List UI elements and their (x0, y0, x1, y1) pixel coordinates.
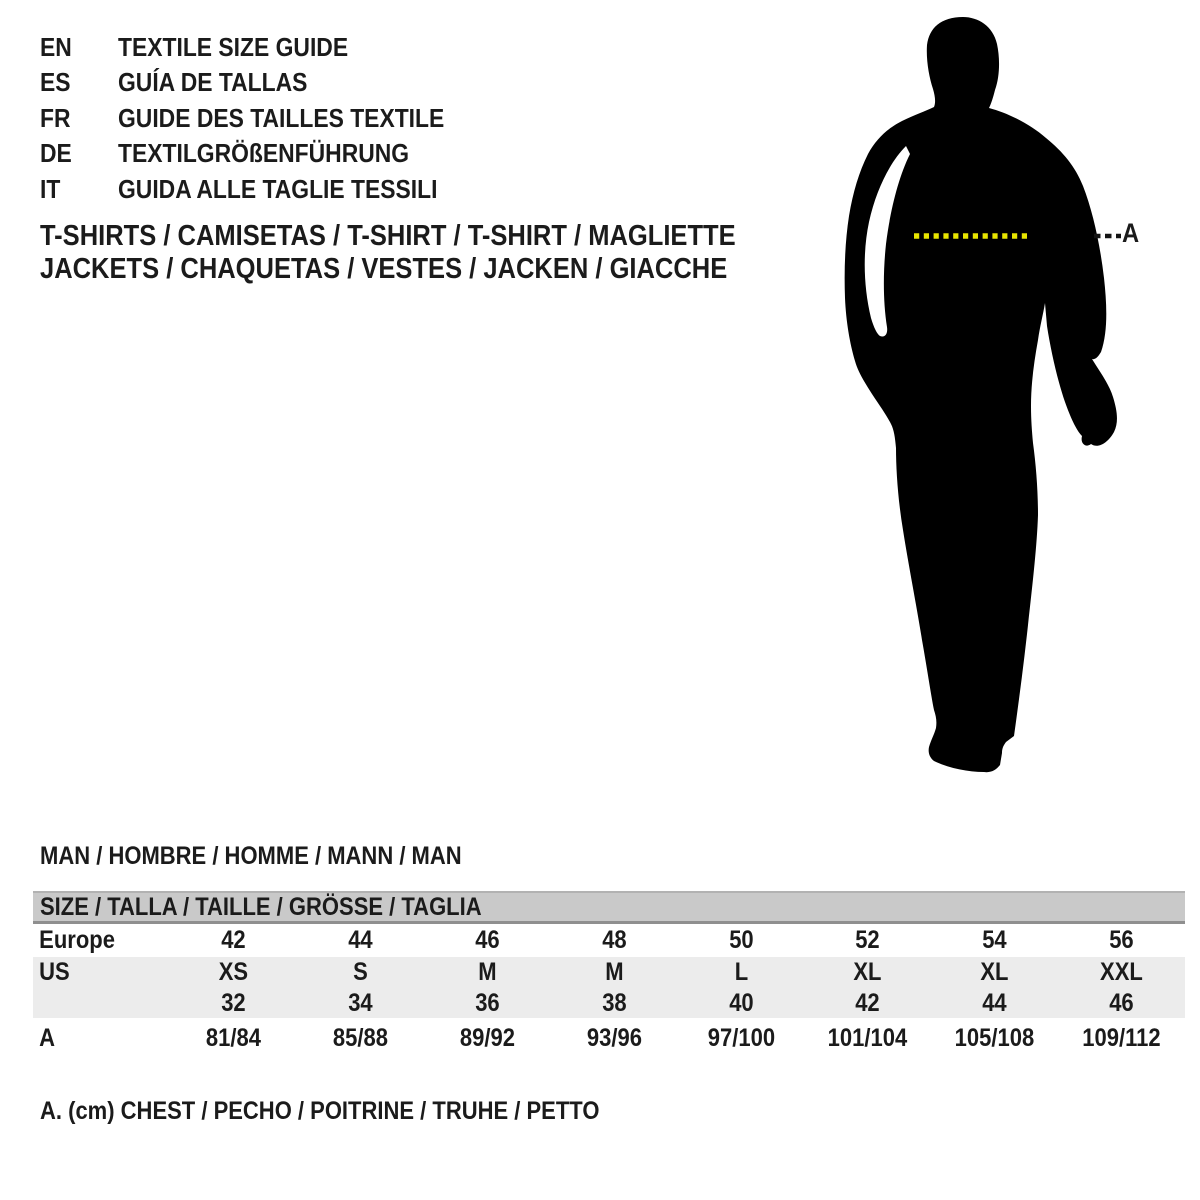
row-label: Europe (39, 926, 115, 954)
guide-title: TEXTILGRÖßENFÜHRUNG (118, 138, 410, 169)
size-value: M (604, 958, 624, 986)
size-value: 40 (728, 988, 754, 1017)
size-value: 34 (348, 988, 373, 1017)
table-row-alt-sizes (33, 988, 1185, 1018)
size-value: 48 (601, 926, 627, 954)
language-code: EN (40, 32, 72, 62)
guide-title: GUIDA ALLE TAGLIE TESSILI (118, 173, 438, 204)
size-value: 50 (728, 926, 754, 954)
man-silhouette (820, 0, 1200, 800)
size-value: 42 (855, 988, 881, 1017)
category-line: JACKETS / CHAQUETAS / VESTES / JACKEN / GIACCHE (40, 253, 728, 285)
size-value: 32 (221, 988, 246, 1017)
size-value: 89/92 (459, 1023, 515, 1052)
size-value: S (352, 958, 368, 986)
size-table (33, 891, 1185, 1058)
size-value: 46 (474, 926, 500, 954)
size-value: 105/108 (954, 1023, 1035, 1052)
row-label: A (39, 1023, 56, 1052)
measurement-footnote: A. (cm) CHEST / PECHO / POITRINE / TRUHE / PETTO (40, 1097, 600, 1125)
size-value: 38 (601, 988, 627, 1017)
size-value: 36 (474, 988, 500, 1017)
language-code: IT (40, 173, 61, 204)
guide-title: TEXTILE SIZE GUIDE (118, 32, 349, 62)
size-value: 101/104 (828, 1023, 908, 1052)
size-value: 109/112 (1082, 1023, 1161, 1052)
table-row-europe (33, 924, 1185, 957)
size-value: 44 (348, 926, 373, 954)
size-table-header: SIZE / TALLA / TAILLE / GRÖSSE / TAGLIA (33, 891, 1185, 924)
size-value: XXL (1100, 958, 1143, 986)
table-row-us (33, 957, 1185, 988)
table-row-chest (33, 1018, 1185, 1058)
size-value: 97/100 (707, 1023, 775, 1052)
size-value: XL (853, 958, 882, 986)
category-block (40, 220, 831, 286)
size-value: 56 (1109, 926, 1134, 954)
measurement-label-a: A (1122, 218, 1140, 248)
size-value: 42 (221, 926, 246, 954)
size-value: 52 (855, 926, 881, 954)
section-heading: MAN / HOMBRE / HOMME / MANN / MAN (40, 842, 462, 870)
guide-title: GUIDE DES TAILLES TEXTILE (118, 102, 445, 133)
size-value: 85/88 (332, 1023, 388, 1052)
guide-title: GUÍA DE TALLAS (118, 67, 308, 98)
size-value: 44 (982, 988, 1007, 1017)
size-value: 81/84 (205, 1023, 261, 1052)
size-value: M (478, 958, 497, 986)
language-code: DE (40, 138, 72, 169)
category-line: T-SHIRTS / CAMISETAS / T-SHIRT / T-SHIRT / MAGLIETTE (40, 220, 736, 252)
language-code: FR (40, 102, 71, 133)
size-value: XS (218, 958, 249, 986)
language-code: ES (40, 67, 71, 98)
size-value: 93/96 (586, 1023, 642, 1052)
size-value: 46 (1109, 988, 1134, 1017)
size-value: 54 (982, 926, 1007, 954)
row-label: US (39, 958, 70, 986)
size-value: XL (980, 958, 1009, 986)
silhouette-body (845, 17, 1117, 772)
size-value: L (734, 958, 748, 986)
language-title-block (40, 30, 489, 207)
